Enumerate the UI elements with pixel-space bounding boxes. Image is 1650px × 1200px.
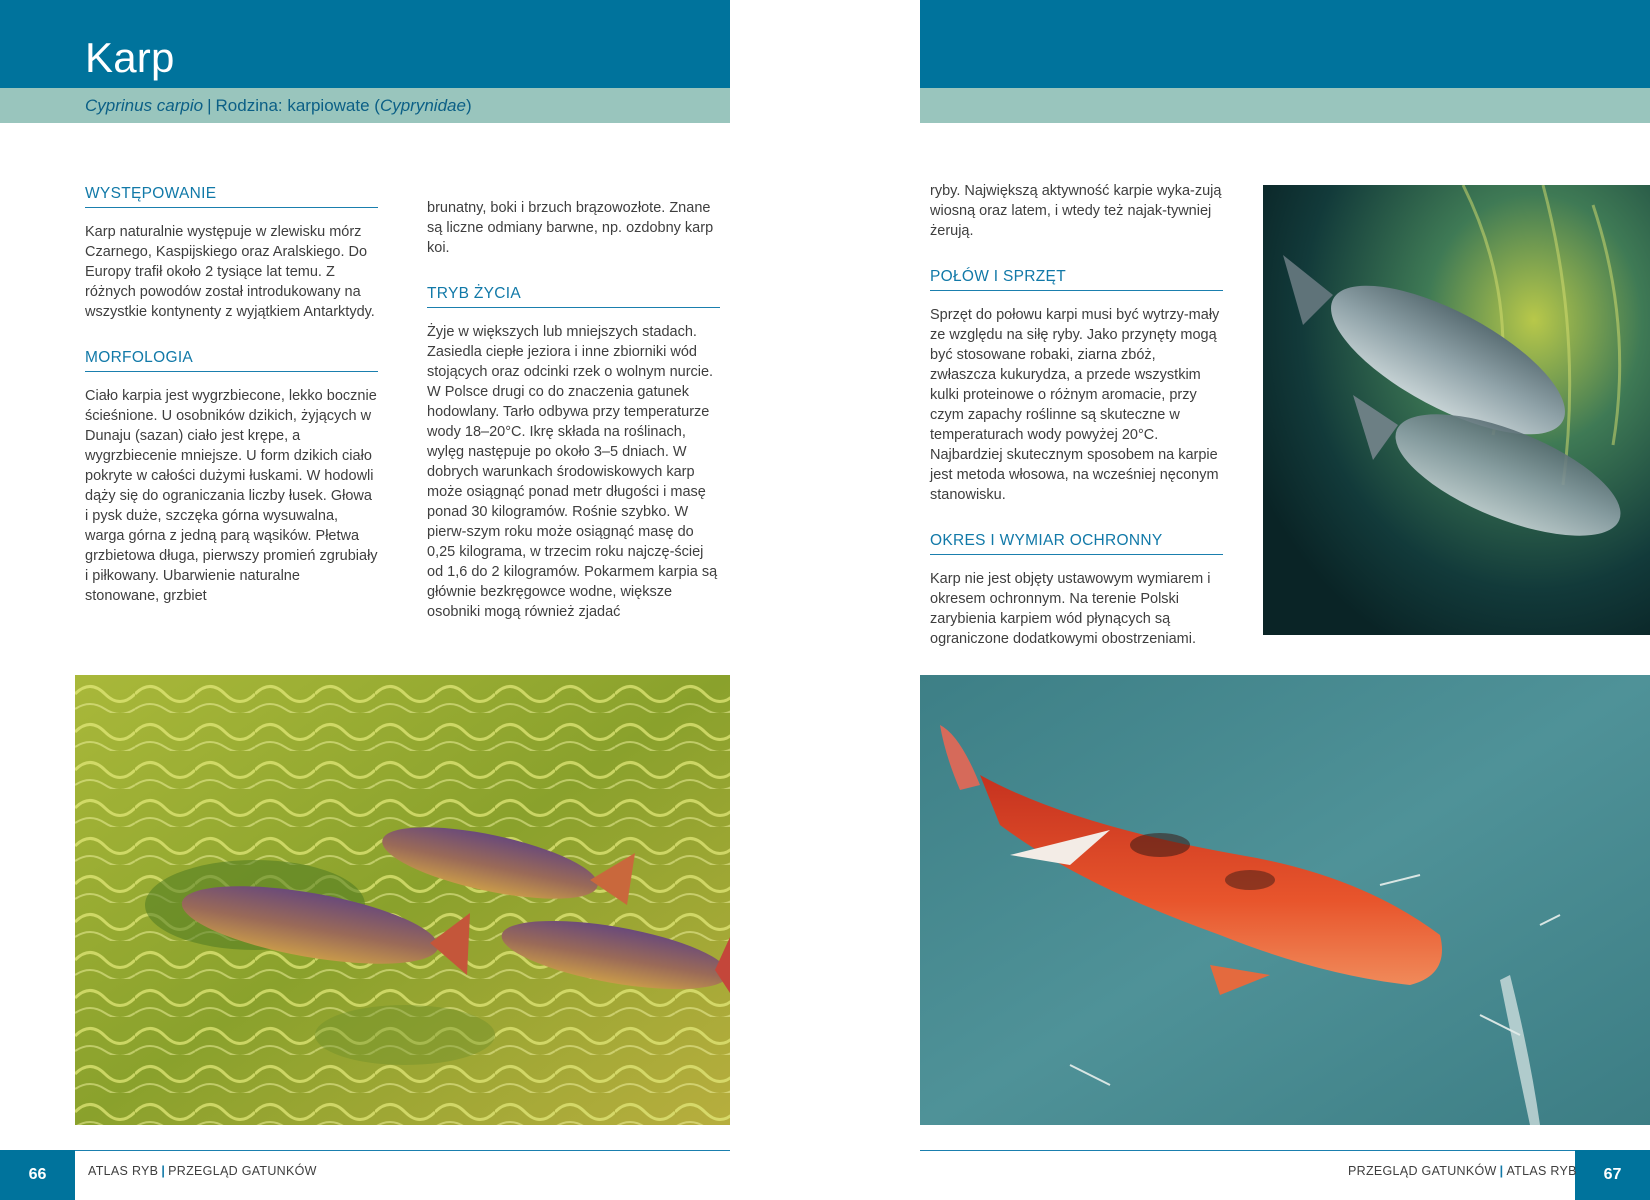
footer-rule bbox=[920, 1150, 1575, 1151]
text-okres: Karp nie jest objęty ustawowym wymiarem i okresem ochronnym. Na terenie Polski zarybienia karpiem wód płynących są ograniczone dodatkowymi obostrzeniami. bbox=[930, 571, 1211, 647]
subtitle-band bbox=[920, 88, 1650, 123]
text-tryb-zycia-cont: ryby. Największą aktywność karpie wyka-zują wiosną oraz latem, i wtedy też najak-tywniej żerują. bbox=[930, 183, 1222, 239]
column-middle bbox=[427, 198, 720, 622]
text-tryb-zycia: Żyje w większych lub mniejszych stadach. Zasiedla ciepłe jeziora i inne zbiorniki wód stojących oraz odcinki rzek o wolnym nurcie. W Polsce drugi co do znaczenia gatunek hodowlany. Tarło odbywa przy temperaturze wody 18–20°C. Ikrę składa na roślinach, wylęg następuje po około 3–5 dniach. W dobrych warunkach środowiskowych karp może osiągnąć ponad metr długości i masę ponad 30 kilogramów. Rośnie szybko. W pierw-szym roku może osiągnąć masę do 0,25 kilograma, w trzecim roku najczę-ściej od 1,6 do 2 kilogramów. Pokarmem karpia są głównie bezkręgowce wodne, większe osobniki mogą również zjadać bbox=[427, 324, 718, 620]
footer-book: ATLAS RYB bbox=[88, 1164, 159, 1178]
text-wystepowanie: Karp naturalnie występuje w zlewisku mórz Czarnego, Kaspijskiego oraz Aralskiego. Do Europy trafił około 2 tysiące lat temu. Z różnych powodów został introdukowany na wszystkie kontynenty z wyjątkiem Antarktydy. bbox=[85, 224, 375, 320]
family-prefix: Rodzina: karpiowate ( bbox=[215, 96, 380, 115]
heading-morfologia: MORFOLOGIA bbox=[85, 348, 378, 372]
footer-separator: | bbox=[1499, 1164, 1504, 1178]
photo-three-carp bbox=[75, 675, 730, 1125]
species-subtitle bbox=[85, 95, 472, 117]
footer-section: PRZEGLĄD GATUNKÓW bbox=[168, 1164, 317, 1178]
photo-two-carp bbox=[1263, 185, 1650, 635]
right-page bbox=[920, 0, 1650, 1200]
subtitle-separator: | bbox=[207, 96, 212, 115]
column-right bbox=[930, 181, 1223, 649]
heading-wystepowanie: WYSTĘPOWANIE bbox=[85, 184, 378, 208]
family-suffix: ) bbox=[465, 96, 472, 115]
footer-book: ATLAS RYB bbox=[1506, 1164, 1577, 1178]
photo-koi-carp bbox=[920, 675, 1650, 1125]
left-page bbox=[0, 0, 730, 1200]
page-title: Karp bbox=[85, 34, 175, 81]
heading-okres: OKRES I WYMIAR OCHRONNY bbox=[930, 531, 1223, 555]
footer-rule bbox=[75, 1150, 730, 1151]
page-number: 66 bbox=[0, 1150, 75, 1200]
text-polow: Sprzęt do połowu karpi musi być wytrzy-mały ze względu na siłę ryby. Jako przynęty mogą być stosowane robaki, ziarna zbóż, zwłaszcza kukurydza, a przede wszystkim kulki proteinowe o różnym aromacie, przy czym zapachy roślinne są skuteczne w temperaturach wody powyżej 20°C. Najbardziej skutecznym sposobem na karpie jest metoda włosowa, na wcześniej nęconym stanowisku. bbox=[930, 307, 1220, 503]
heading-polow: POŁÓW I SPRZĘT bbox=[930, 267, 1223, 291]
heading-tryb-zycia: TRYB ŻYCIA bbox=[427, 284, 720, 308]
running-footer bbox=[1348, 1163, 1577, 1179]
title-band bbox=[920, 0, 1650, 88]
page-number: 67 bbox=[1575, 1150, 1650, 1200]
page-gutter bbox=[730, 0, 920, 1200]
column-left bbox=[85, 184, 378, 606]
latin-name: Cyprinus carpio bbox=[85, 96, 204, 115]
text-morfologia-cont: brunatny, boki i brzuch brązowozłote. Znane są liczne odmiany barwne, np. ozdobny karp koi. bbox=[427, 200, 714, 256]
text-morfologia: Ciało karpia jest wygrzbiecone, lekko bocznie ścieśnione. U osobników dzikich, żyjących w Dunaju (sazan) ciało jest krępe, a wygrzbiecenie mniejsze. U form dzikich ciało pokryte w całości dużymi łuskami. W hodowli dąży się do ograniczania liczby łusek. Głowa i pysk duże, szczęka górna wysuwalna, warga górna z jedną parą wąsików. Płetwa grzbietowa długa, pierwszy promień zgrubiały i piłkowany. Ubarwienie naturalne stonowane, grzbiet bbox=[85, 388, 378, 604]
running-footer bbox=[88, 1163, 317, 1179]
footer-separator: | bbox=[161, 1164, 166, 1178]
footer-section: PRZEGLĄD GATUNKÓW bbox=[1348, 1164, 1497, 1178]
family-latin: Cyprynidae bbox=[379, 96, 466, 115]
